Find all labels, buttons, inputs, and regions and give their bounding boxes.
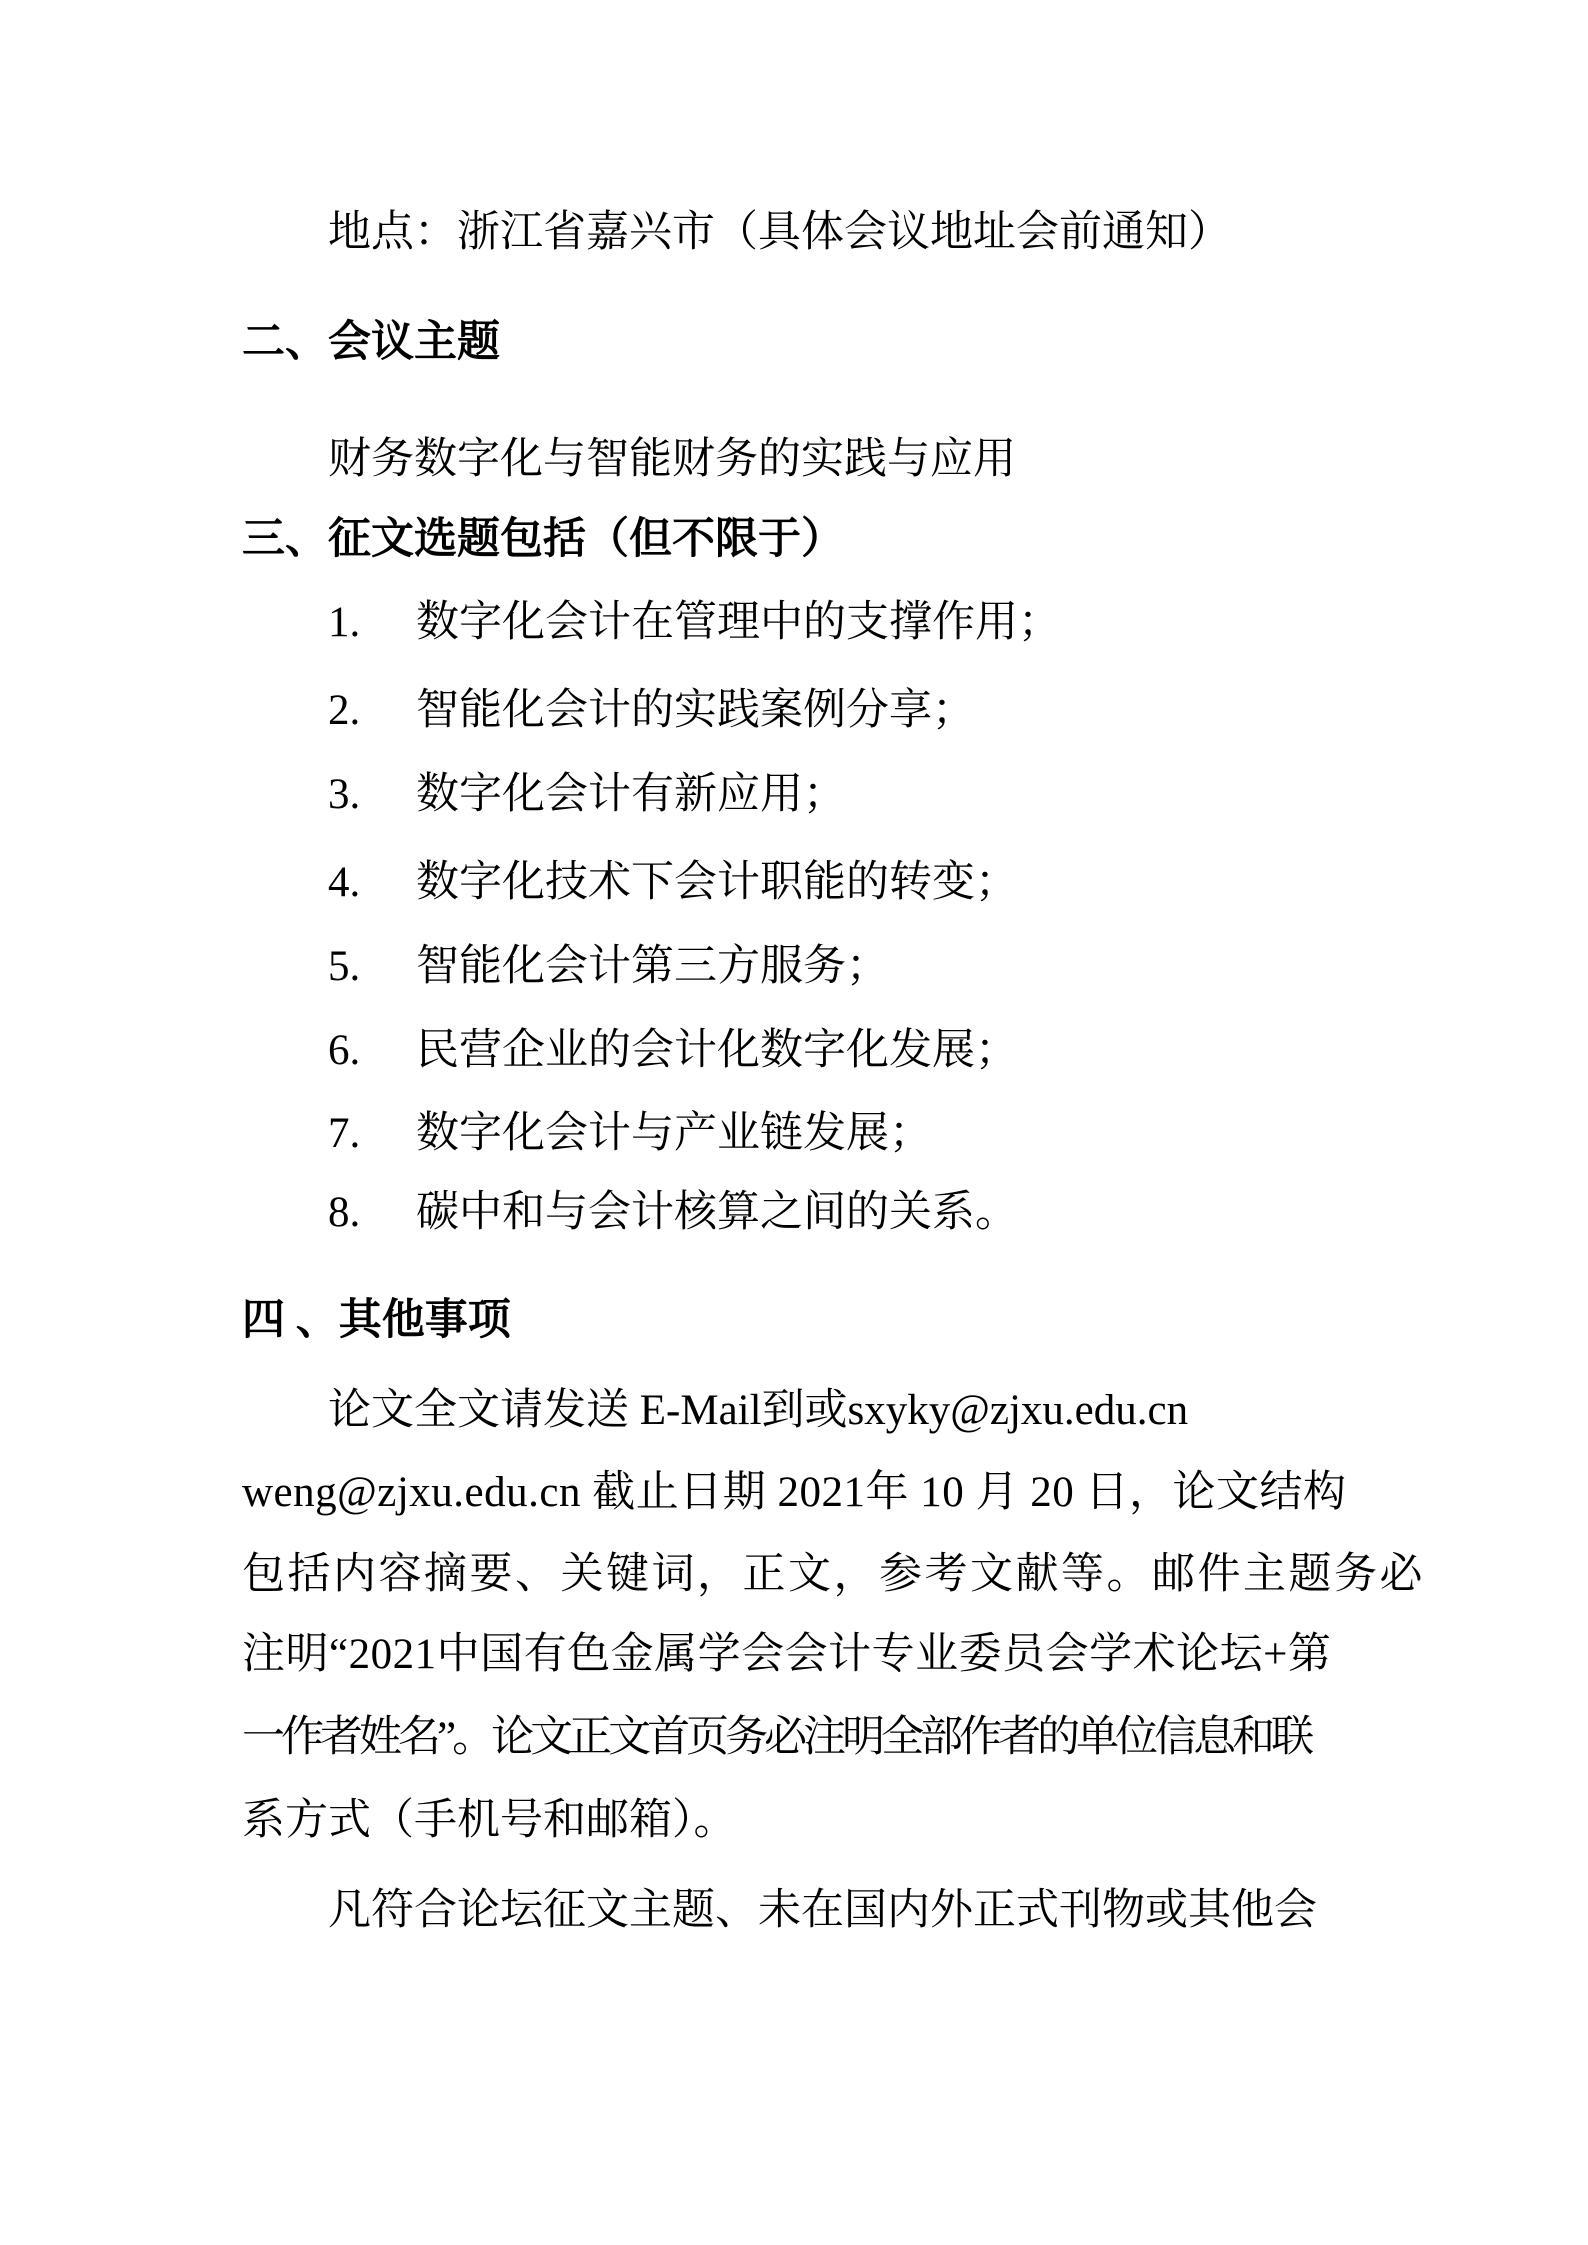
- topic-7-text: 数字化会计与产业链发展；: [416, 1110, 932, 1157]
- topic-4-text: 数字化技术下会计职能的转变；: [416, 859, 1018, 906]
- paragraph-2-line-1: 凡符合论坛征文主题、未在国内外正式刊物或其他会: [328, 1887, 1317, 1934]
- section-2-heading: 二、会议主题: [242, 319, 500, 366]
- topic-item-1: [242, 600, 1431, 646]
- topic-5-number: 5.: [328, 943, 361, 990]
- topic-item-4: [242, 860, 1431, 906]
- topic-item-5: [242, 944, 1431, 990]
- location-line: 地点：浙江省嘉兴市（具体会议地址会前通知）: [328, 209, 1231, 256]
- topic-2-number: 2.: [328, 687, 361, 734]
- topic-3-number: 3.: [328, 771, 361, 818]
- topic-7-number: 7.: [328, 1110, 361, 1157]
- paragraph-1-line-5: 一作者姓名”。论文正文首页务必注明全部作者的单位信息和联: [242, 1714, 1311, 1761]
- topic-item-3: [242, 772, 1431, 818]
- topic-item-2: [242, 688, 1431, 734]
- section-3-heading: 三、征文选题包括（但不限于）: [242, 516, 844, 563]
- paragraph-1-line-2: weng@zjxu.edu.cn 截止日期 2021年 10 月 20 日，论文结构: [242, 1469, 1347, 1516]
- topic-1-text: 数字化会计在管理中的支撑作用；: [416, 599, 1061, 646]
- paragraph-1-line-4: 注明“2021中国有色金属学会会计专业委员会学术论坛+第: [242, 1631, 1332, 1678]
- topic-item-6: [242, 1028, 1431, 1074]
- topic-1-number: 1.: [328, 599, 361, 646]
- topic-item-7: [242, 1111, 1431, 1157]
- topic-6-number: 6.: [328, 1027, 361, 1074]
- topic-4-number: 4.: [328, 859, 361, 906]
- topic-8-text: 碳中和与会计核算之间的关系。: [416, 1189, 1018, 1236]
- paragraph-1-line-3: 包括内容摘要、关键词，正文，参考文献等。邮件主题务必: [242, 1551, 1425, 1598]
- section-2-theme: 财务数字化与智能财务的实践与应用: [328, 436, 1016, 483]
- topic-8-number: 8.: [328, 1189, 361, 1236]
- topic-5-text: 智能化会计第三方服务；: [416, 943, 889, 990]
- paragraph-1-line-6: 系方式（手机号和邮箱）。: [242, 1797, 737, 1844]
- paragraph-1-line-1: 论文全文请发送 E-Mail到或sxyky@zjxu.edu.cn: [328, 1387, 1189, 1434]
- topic-2-text: 智能化会计的实践案例分享；: [416, 687, 975, 734]
- topic-item-8: [242, 1190, 1431, 1236]
- section-4-heading: 四 、其他事项: [242, 1297, 511, 1344]
- topic-6-text: 民营企业的会计化数字化发展；: [416, 1027, 1018, 1074]
- topic-3-text: 数字化会计有新应用；: [416, 771, 846, 818]
